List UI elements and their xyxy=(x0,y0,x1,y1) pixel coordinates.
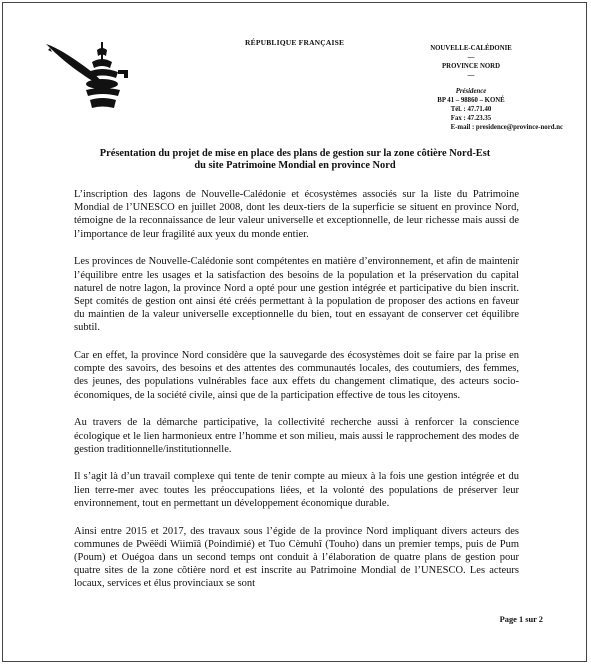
fax-line: Fax : 47.23.35 xyxy=(450,115,492,122)
presidence-label: Présidence xyxy=(455,88,487,95)
paragraph: Au travers de la démarche participative, la collectivité recherche aussi à renforcer la conscience écologique et le lien harmonieux entre l’homme et son milieu, mais aussi le rapprochement des modes de gestion traditionnelle/institutionnelle. xyxy=(74,417,519,455)
paragraph: Les provinces de Nouvelle-Calédonie sont compétentes en matière d’environnement, et afin de maintenir l’équilibre entre les usages et la satisfaction des besoins de la population et la préservation du capital naturel de notre lagon, la province Nord a opté pour une gestion intégrée et participative du bien inscrit. Sept comités de gestion ont ainsi été créés permettant à la population de proposer des actions en faveur du maintien de la valeur universelle exceptionnelle du bien, tout en essayant de conserver cet équilibre subtil. xyxy=(74,256,519,334)
document-body xyxy=(74,188,519,605)
province-nord-logo xyxy=(40,38,135,118)
telephone-line: Tél. : 47.71.40 xyxy=(450,106,492,113)
title-line-1: Présentation du projet de mise en place des plans de gestion sur la zone côtière Nord-Est xyxy=(99,148,491,159)
nouvelle-caledonie-label: NOUVELLE-CALÉDONIE xyxy=(430,45,512,52)
republique-francaise-label: RÉPUBLIQUE FRANÇAISE xyxy=(245,38,345,47)
province-contact-block xyxy=(391,44,563,132)
address-line: BP 41 – 98860 – KONÉ xyxy=(437,97,505,104)
paragraph: Car en effet, la province Nord considère que la sauvegarde des écosystèmes doit se faire par la prise en compte des savoirs, des besoins et des attentes des communautés locales, des coutumiers, des femmes, des jeunes, des populations vulnérables face aux effets du changement climatique, des acteurs socio-économiques, de la société civile, ainsi que de la participation effective de tous les citoyens. xyxy=(74,350,519,401)
paragraph: L’inscription des lagons de Nouvelle-Calédonie et écosystèmes associés sur la liste du Patrimoine Mondial de l’UNESCO en juillet 2008, dont les deux-tiers de la superficie se situent en province Nord, témoigne de la reconnaissance de leur valeur universelle et exceptionnelle, de leur richesse mais aussi de l’importance de leur fragilité aux yeux du monde entier. xyxy=(74,189,519,240)
document-title xyxy=(60,148,530,172)
paragraph: Il s’agit là d’un travail complexe qui tente de tenir compte au mieux à la fois une gestion intégrée et du lien terre-mer avec toutes les préoccupations liées, et la volonté des populations de préserver leur environnement, tout en permettant un développement économique durable. xyxy=(74,471,519,509)
separator-dash: — xyxy=(467,72,475,79)
email-line: E-mail : presidence@province-nord.nc xyxy=(450,124,563,131)
separator-dash: — xyxy=(467,54,475,61)
paragraph: Ainsi entre 2015 et 2017, des travaux sous l’égide de la province Nord impliquant divers acteurs des communes de Pwëëdi Wiimïâ (Poindimié) et Tuo Cèmuhî (Touho) dans un premier temps, puis de Pum (Poum) et Ouégoa dans un second temps ont conduit à l’élaboration de quatre plans de gestion pour quatre sites de la zone côtière nord et est inscrite au Patrimoine Mondial de l’UNESCO. Les acteurs locaux, services et élus provinciaux se sont xyxy=(74,525,519,590)
page-number: Page 1 sur 2 xyxy=(499,615,543,624)
title-line-2: du site Patrimoine Mondial en province Nord xyxy=(194,160,396,171)
province-nord-label: PROVINCE NORD xyxy=(442,63,500,70)
